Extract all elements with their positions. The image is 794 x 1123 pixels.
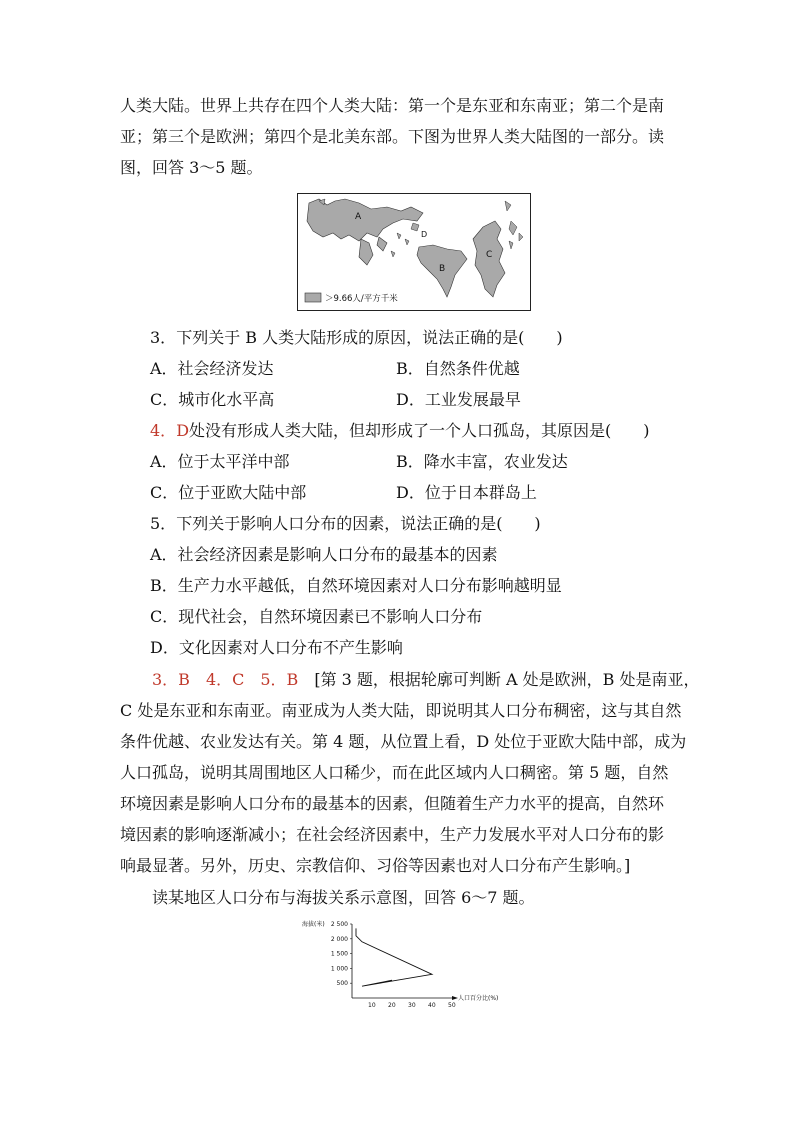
intro-line: 图，回答 3～5 题。 (120, 158, 263, 177)
map-label-a: A (355, 212, 362, 222)
y-tick-label: 2 500 (330, 921, 348, 928)
intro-paragraph (120, 90, 680, 183)
q3-option-d: D．工业发展最早 (396, 390, 521, 409)
question-text: 处没有形成人类大陆，但却形成了一个人口孤岛，其原因是( ) (189, 421, 650, 440)
answer-line: 响最显著。另外，历史、宗教信仰、习俗等因素也对人口分布产生影响。] (120, 856, 631, 875)
population-map-figure (297, 193, 531, 315)
question-3-stem (150, 328, 563, 348)
question-number: 3． (150, 328, 177, 347)
q3-option-b: B．自然条件优越 (396, 359, 520, 378)
map-label-d: D (421, 230, 428, 239)
q4-option-b: B．降水丰富，农业发达 (396, 452, 568, 471)
legend-swatch (305, 293, 321, 302)
legend-label: ＞9.66人/平方千米 (325, 294, 398, 304)
next-intro-line: 读某地区人口分布与海拔关系示意图，回答 6～7 题。 (152, 888, 535, 907)
population-series-line (356, 928, 432, 986)
question-lead: D (176, 421, 190, 440)
q5-option-a: A．社会经济因素是影响人口分布的最基本的因素 (150, 545, 498, 564)
question-5-stem (150, 514, 541, 534)
y-tick-label: 1 500 (330, 950, 348, 958)
answer-text: [第 3 题，根据轮廓可判断 A 处是欧洲，B 处是南亚， (314, 670, 700, 689)
y-tick-label: 1 000 (330, 965, 348, 973)
population-map (297, 193, 531, 311)
x-tick-label: 40 (428, 1002, 436, 1009)
x-tick-label: 20 (388, 1002, 396, 1009)
q5-option-b: B．生产力水平越低，自然环境因素对人口分布影响越明显 (150, 576, 562, 595)
next-intro (120, 882, 680, 913)
question-text: 下列关于影响人口分布的因素，说法正确的是( ) (176, 514, 541, 533)
y-axis-label: 海拔(米) (302, 921, 325, 928)
altitude-population-chart (300, 918, 530, 1018)
q4-option-a: A．位于太平洋中部 (150, 452, 290, 471)
question-4-stem (150, 421, 650, 441)
answer-line-first (120, 664, 700, 695)
question-number: 4． (150, 421, 177, 440)
q5-option-c: C．现代社会，自然环境因素已不影响人口分布 (150, 607, 483, 626)
answer-explanation (120, 664, 700, 881)
map-label-c: C (486, 250, 493, 260)
intro-line: 人类大陆。世界上共存在四个人类大陆：第一个是东亚和东南亚；第二个是南 (120, 96, 665, 115)
answer-line: 条件优越、农业发达有关。第 4 题，从位置上看，D 处位于亚欧大陆中部，成为 (120, 732, 687, 751)
question-number: 5． (150, 514, 177, 533)
x-tick-label: 50 (448, 1002, 456, 1009)
answer-line: 环境因素是影响人口分布的最基本的因素，但随着生产力水平的提高，自然环 (120, 794, 665, 813)
answer-line: 境因素的影响逐渐减小；在社会经济因素中，生产力发展水平对人口分布的影 (120, 825, 665, 844)
q5-option-d: D．文化因素对人口分布不产生影响 (150, 638, 403, 657)
q3-option-c: C．城市化水平高 (150, 390, 275, 409)
map-label-b: B (439, 264, 446, 274)
altitude-chart-figure (300, 918, 530, 1022)
x-tick-label: 30 (408, 1002, 416, 1009)
q4-option-d: D．位于日本群岛上 (396, 483, 537, 502)
answer-keys: 3．B 4．C 5．B (152, 670, 299, 689)
q4-option-c: C．位于亚欧大陆中部 (150, 483, 307, 502)
question-text: 下列关于 B 人类大陆形成的原因，说法正确的是( ) (176, 328, 563, 347)
x-tick-label: 10 (368, 1002, 376, 1009)
intro-line: 亚；第三个是欧洲；第四个是北美东部。下图为世界人类大陆图的一部分。读 (120, 127, 665, 146)
q3-option-a: A．社会经济发达 (150, 359, 274, 378)
answer-line: C 处是东亚和东南亚。南亚成为人类大陆，即说明其人口分布稠密，这与其自然 (120, 701, 682, 720)
answer-line: 人口孤岛，说明其周围地区人口稀少，而在此区域内人口稠密。第 5 题，自然 (120, 763, 669, 782)
y-tick-label: 2 000 (330, 935, 348, 943)
y-tick-label: 500 (336, 980, 348, 988)
x-axis-label: 人口百分比(%) (458, 995, 499, 1002)
